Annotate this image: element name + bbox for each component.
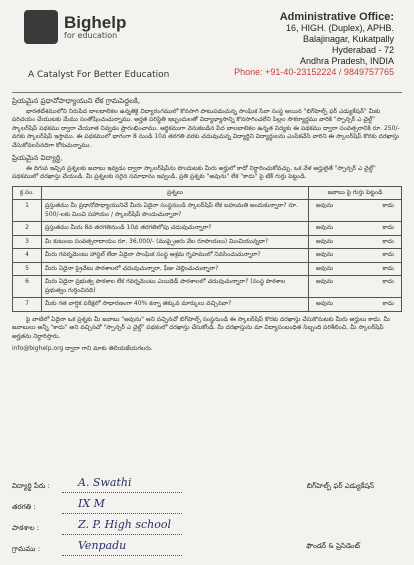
no-option[interactable]: కాదు <box>382 251 394 258</box>
row-question: మీరు ఏదైనా ప్రైవేటు పాఠశాలలో చదువుచున్నారా, ఫీజు చెల్లించుచున్నారా? <box>42 262 309 276</box>
tagline: A Catalyst For Better Education <box>28 70 170 80</box>
yes-option[interactable]: అవును <box>316 278 334 285</box>
no-option[interactable]: కాదు <box>382 202 394 209</box>
yes-option[interactable]: అవును <box>316 202 334 209</box>
school-row <box>12 518 404 539</box>
yes-option[interactable]: అవును <box>316 264 334 272</box>
student-name-value[interactable]: A. Swathi <box>78 476 132 489</box>
fill-line <box>62 534 182 535</box>
answer-options <box>309 235 402 249</box>
row-number: 7 <box>13 298 42 312</box>
intro-paragraph: భారతదేశములోని నిరుపేద బాలబాలికల ఉన్నతికై విద్యారంగములో కొనసాగి పాటుపడుచున్న సాంఘిక సేవా సంస్థ అయిన "బిగ్‌హెల్ప్ ఫర్ ఎడ్యుకేషన్" మీకు పరిచయం చేయుటకు మేము సంతోషించుచున్నాము. అర్హత పరిస్థితి ఇబ్బందులతో విద్యాభ్యాసాన్ని కొనసాగించలేని పిల్లల సౌకర్యార్థము వారికి "స్పాన్సర్ ఎ చైల్డ్" స్కాలర్‌షిప్ పథకము ద్వారా చేయూత నివ్వడం ప్రారంభించాము. ఆర్థికముగా వెనుకబడిన పేద బాలబాలికల ఉన్నత విద్యకు ఈ పథకము ద్వారా సంవత్సరానికి రూ. 250/- వరకు స్కాలర్‌షిప్ ఇస్తాము. ఈ పథకములో భాగంగా 8 నుండి 10వ తరగతి వరకు చదువుచున్న విద్యార్థిని విద్యార్థులను ఎంపికచేసి వారిని ఈ స్కాలర్‌షిప్ కొరకు దరఖాస్తు చేసుకోవలసినదిగా కోరుచున్నాము. <box>12 107 400 149</box>
answer-options <box>309 298 402 312</box>
row-question: మీ కుటుంబ సంవత్సరాదాయం రూ. 36,000/- (ముప్పైఆరు వేల రూపాయలు) మించియున్నదా? <box>42 235 309 249</box>
student-name-label: విద్యార్థి పేరు : <box>12 482 50 490</box>
answer-options <box>309 200 402 222</box>
row-question: మీకు గత వార్షిక పరీక్షలో సాధారణంగా 40% కన్నా తక్కువ మార్కులు వచ్చినవా? <box>42 298 309 312</box>
fill-line <box>62 492 182 493</box>
yes-option[interactable]: అవును <box>316 237 334 245</box>
address-line: Hyderabad - 72 <box>331 45 394 55</box>
instructions-paragraph: ఈ దిగువ ఇచ్చిన ప్రశ్నలకు జవాబు ఇవ్వడం ద్వారా స్కాలర్‌షిప్‌ను పొందుటకు మీరు అర్హులో కాదో నిర్ధారించుకోవచ్చు. ఒక వేళ అర్హులైతే "స్పాన్సర్ ఎ చైల్డ్" పథకములో దరఖాస్తు చేయండి. మీ ప్రశ్నలకు సరైన సమాధానం ఇవ్వండి, ప్రతి ప్రశ్నకు "అవును" లేక "కాదు" పై టిక్ గుర్తు పెట్టండి. <box>12 164 376 180</box>
letter-body <box>12 97 402 354</box>
village-value[interactable]: Venpadu <box>78 539 127 552</box>
student-greeting: ప్రియమైన విద్యార్థి, <box>12 154 63 162</box>
table-row <box>13 222 402 236</box>
row-question: ప్రస్తుతము మీ ప్రధానోపాధ్యాయునిచే మీరు ఏదైనా సంస్థనుండి స్కాలర్‌షిప్ లేక బహుమతి అందుకున్నారా? రూ. 500/-లకు మించి సహాయం / స్కాలర్‌షిప్ పొందుచున్నారా? <box>42 200 309 222</box>
class-label: తరగతి : <box>12 503 36 511</box>
answer-options <box>309 276 402 298</box>
address-line: Andhra Pradesh, INDIA <box>299 56 394 66</box>
row-number: 4 <box>13 249 42 263</box>
row-number: 5 <box>13 262 42 276</box>
col-header-serial: క్ర.సం. <box>13 186 42 200</box>
school-label: పాఠశాల : <box>12 524 40 532</box>
class-value[interactable]: IX M <box>78 497 105 510</box>
no-option[interactable]: కాదు <box>382 278 394 285</box>
answer-options <box>309 249 402 263</box>
school-value[interactable]: Z. P. High school <box>78 518 171 531</box>
table-row <box>13 249 402 263</box>
org-signature-label: బిగ్‌హెల్ప్ ఫర్ ఎడ్యుకేషన్ <box>306 482 374 490</box>
col-header-question: ప్రశ్నలు <box>42 186 309 200</box>
class-row <box>12 497 404 518</box>
no-option[interactable]: కాదు <box>382 300 394 307</box>
student-name-row <box>12 476 404 497</box>
no-option[interactable]: కాదు <box>382 264 394 272</box>
table-row <box>13 262 402 276</box>
greeting: ప్రియమైన ప్రధానోపాధ్యాయుని లేక గ్రామపెద్దలకి, <box>12 97 141 105</box>
yes-option[interactable]: అవును <box>316 300 334 307</box>
brand-logo <box>24 10 126 44</box>
address-line: 16, HIGH. (Duplex), APHB. <box>285 23 394 33</box>
row-question: మీరు గవర్నమెంటు హాస్టల్ లేదా ఏదైనా సాంఘిక సంస్థ ఆశ్రమ గృహములో నివసించుచున్నారా? <box>42 249 309 263</box>
table-row <box>13 298 402 312</box>
row-number: 3 <box>13 235 42 249</box>
row-question: ప్రస్తుతము మీరు 8వ తరగతినుండి 10వ తరగతిలోపు చదువుచున్నారా? <box>42 222 309 236</box>
row-question: మీరు ఏదైనా ప్రభుత్వ పాఠశాల లేక గవర్నమెంటు ఎయిడెడ్ పాఠశాలలో చదువుచున్నారా? (సంస్థ పాఠశాల ప్రభుత్వం గుర్తించినది) <box>42 276 309 298</box>
office-title: Administrative Office: <box>279 11 394 23</box>
answer-options <box>309 262 402 276</box>
fill-line <box>62 513 182 514</box>
header-divider <box>12 92 402 93</box>
brand-name: Bighelp <box>64 12 127 32</box>
book-icon <box>24 10 58 44</box>
founder-signature-label: ఫౌండర్ & ప్రెసిడెంట్ <box>306 542 360 550</box>
row-number: 6 <box>13 276 42 298</box>
student-details-form <box>12 476 404 560</box>
table-header-row <box>13 186 402 200</box>
table-row <box>13 200 402 222</box>
yes-option[interactable]: అవును <box>316 224 334 231</box>
fill-line <box>62 555 182 556</box>
contact-email: info@bighelp.org ద్వారా గాని మాకు తెలియజేయగలరు. <box>12 345 153 352</box>
row-number: 1 <box>13 200 42 222</box>
village-label: గ్రామము : <box>12 545 41 553</box>
answer-options <box>309 222 402 236</box>
address-line: Balajinagar, Kukatpally <box>302 34 394 44</box>
no-option[interactable]: కాదు <box>382 237 394 245</box>
col-header-answer: జవాబు పై గుర్తు పెట్టండి <box>309 186 402 200</box>
office-address <box>234 12 394 78</box>
eligibility-table <box>12 186 402 312</box>
row-number: 2 <box>13 222 42 236</box>
letterhead <box>12 6 402 78</box>
closing-paragraph: పై వాటిలో ఏదైనా ఒక ప్రశ్నకు మీ జవాబు "అవును" అని వచ్చినచో బిగ్‌హెల్ప్ సంస్థనుండి ఈ స్కాలర్‌షిప్ కొరకు దరఖాస్తు చేసుకొనుటకు మీరు అర్హులు కాదు. మీ జవాబులు అన్నీ "కాదు" అని వచ్చినచో "స్పాన్సర్ ఎ చైల్డ్" పథకంలో దరఖాస్తు చేసుకోండి. మీ దరఖాస్తును మా విద్యాసంబంధిత సిబ్బంది పరిశీలించి, మీ స్కాలర్‌షిప్ అర్హతను నిర్ధారిస్తారు. <box>12 315 390 340</box>
table-row <box>13 235 402 249</box>
phone-number: Phone: +91-40-23152224 / 9849757765 <box>234 67 394 77</box>
yes-option[interactable]: అవును <box>316 251 334 258</box>
brand-subtitle: for education <box>64 30 118 40</box>
table-row <box>13 276 402 298</box>
no-option[interactable]: కాదు <box>382 224 394 231</box>
